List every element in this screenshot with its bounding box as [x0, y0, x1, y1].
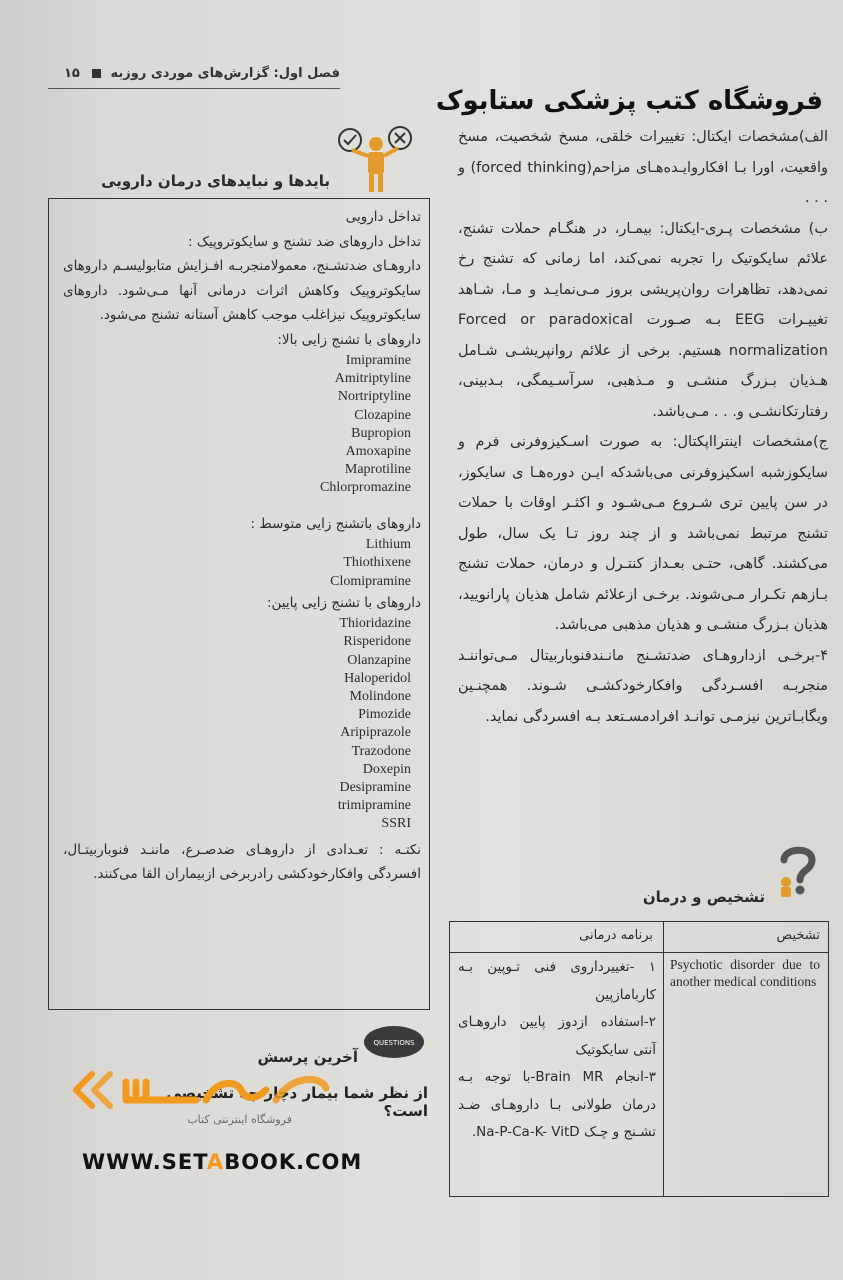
drug-name: Chlorpromazine: [320, 480, 411, 496]
drug-name: Amitriptyline: [334, 371, 411, 387]
url-prefix: WWW.SET: [82, 1150, 207, 1174]
diagnosis-table: [449, 921, 829, 1197]
running-header: [48, 62, 340, 88]
table-cell-plan: [458, 954, 656, 1147]
table-cell-diagnosis: Psychotic disorder due to another medical conditions: [670, 957, 820, 989]
drug-name: Risperidone: [343, 634, 411, 650]
plan-item-2: ۲-استفاده ازدوز پایین داروهـای آنتی سایکوتیک: [458, 1014, 656, 1058]
drug-name: Pimozide: [358, 707, 411, 723]
header-divider: [48, 88, 340, 89]
drug-name: Doxepin: [362, 761, 411, 777]
drug-box-note: نکتـه : تعـدادی از داروهـای ضدصـرع، ماننـد فنوباربیتـال، افسردگی وافکارخودکشی رادربرخی ازبیماران القا می‌کنند.: [63, 841, 421, 883]
drug-box-subheading: تداخل داروهای ضد تشنج و سایکوتروپیک :: [188, 233, 421, 250]
watermark-url: [82, 1150, 362, 1174]
page-number: ۱۵: [64, 66, 80, 81]
low-seizure-label: داروهای با تشنج زایی پایین:: [266, 594, 421, 611]
low-seizure-drug-list: [63, 615, 421, 833]
url-highlight: A: [206, 1150, 225, 1174]
drug-name: Clozapine: [354, 407, 411, 423]
questions-badge-text: QUESTIONS: [373, 1039, 415, 1047]
diagnosis-title: تشخیص و درمان: [642, 888, 765, 906]
table-header-plan: برنامه درمانی: [579, 928, 653, 943]
drug-box-content: [63, 205, 421, 887]
medium-seizure-label: داروهای باتشنج زایی متوسط :: [250, 515, 421, 532]
header-square-icon: [92, 69, 101, 78]
periictal-text-2: هستیم. برخی از علائم روانپریشـی شـامل هـذیان بـزرگ منشـی و مـذهبی، سرآسـیمگی، بـدبینی، رفتارتکانشـی و. . . مـی‌باشد.: [458, 342, 828, 420]
high-seizure-drug-list: [63, 352, 421, 498]
drug-name: Haloperidol: [344, 670, 411, 686]
drug-name: Clomipramine: [330, 573, 411, 589]
drug-name: Olanzapine: [347, 652, 411, 668]
chapter-title: فصل اول: گزارش‌های موردی روزبه: [110, 66, 340, 81]
drug-box-title: بایدها و نبایدهای درمان دارویی: [101, 172, 330, 190]
drug-name: Molindone: [349, 689, 411, 705]
drug-name: SSRI: [381, 816, 411, 832]
questions-badge-icon: [362, 1022, 426, 1062]
drug-name: Thioridazine: [339, 616, 411, 632]
medium-seizure-drug-list: [63, 536, 421, 591]
drug-name: trimipramine: [337, 798, 411, 814]
drug-interaction-box: [48, 198, 430, 1010]
periictal-text-1: ب) مشخصات پـری-ایکتال: بیمـار، در هنگـام حملات تشنج، علائم سایکوتیک را تجربه نمی‌کند، اما زمانی که تشنج رخ نمی‌دهد، تظاهرات روان‌پریشی بروز مـی‌نمایـد و مـا، شـاهد تغییـرات EEG بـه صـورت: [458, 220, 829, 328]
drug-name: Aripiprazole: [340, 725, 411, 741]
table-header-diagnosis: تشخیص: [776, 928, 820, 943]
plan-item-1: ۱ -تغییرداروی فنی تـوپین بـه کاربامازپین: [458, 959, 656, 1003]
drug-name: Maprotiline: [344, 462, 411, 478]
paragraph-ictal: الف)مشخصات ایکتال: تغییرات خلقی، مسخ شخصیت، مسخ واقعیت، اورا بـا افکاروایـده‌هـای مزاحم(forced thinking) و . . .: [458, 129, 828, 206]
drug-name: Bupropion: [351, 425, 411, 441]
watermark-store-title: فروشگاه کتب پزشکی ستابوک: [435, 86, 823, 116]
drug-box-heading: تداخل دارویی: [345, 209, 421, 225]
high-seizure-label: داروهای با تشنج زایی بالا:: [277, 331, 421, 348]
plan-item-3: ۳-انجام Brain MR-با توجه بـه درمان طولانی بـا داروهـای ضـد تشـنج و چـک Na-P-Ca-K- VitD.: [458, 1069, 656, 1140]
paragraph-interictal: ج)مشخصات اینترااپکتال: به صورت اسـکیزوفرنی فرم و سایکوزشبه اسکیزوفرنی می‌باشدکه ایـن دوره‌هـا ی سایکوز، در سن پایین تری شـروع مـی‌شـود و اکثـر اوقات با حملات تشنج مرتبط نمی‌باشد و از چند روز تـا یک سال، طول می‌کشند. گاهی، حتـی بعـداز کنتـرل و درمان، حملات تشنج بـازهم تکـرار مـی‌شوند. برخـی ازعلائم شامل هذیان پارانویید، هذیان بـزرگ منشـی و هذیان مذهبی می‌باشد.: [458, 434, 828, 633]
question-mark-icon: [770, 842, 826, 898]
dos-donts-person-icon: [336, 126, 414, 196]
drug-name: Thiothixene: [343, 555, 411, 571]
drug-name: Imipramine: [345, 353, 411, 368]
drug-name: Desipramine: [339, 780, 411, 796]
table-column-divider: [663, 922, 664, 1196]
last-question-title: آخرین پرسش: [257, 1048, 358, 1066]
drug-name: Trazodone: [351, 743, 411, 759]
url-suffix: BOOK.COM: [224, 1150, 363, 1174]
drug-name: Amoxapine: [345, 444, 411, 460]
right-column: [458, 122, 828, 732]
periictal-english-term: Forced or paradoxical normalization: [458, 312, 828, 359]
paragraph-four: ۴-برخـی ازداروهـای ضدتشـنج مانـندفنوباربیتال مـی‌تواننـد منجربـه افسـردگی وافکارخودکشـی شـوند. همچنـین ویگابـاترین نیزمـی توانـد افرادمسـتعد بـه افسردگی نماید.: [458, 647, 828, 725]
drug-name: Nortriptyline: [337, 389, 411, 405]
drug-name: Lithium: [365, 537, 411, 553]
logo-subtitle: فروشگاه اینترنتی کتاب: [187, 1113, 292, 1126]
drug-box-paragraph: داروهـای ضدتشـنج، معمولامنجربـه افـزایش متابولیسـم داروهای سایکوتروپیک وکاهش اثرات درمانی آنها مـی‌شود. داروهای سایکوتروپیک نیزاغلب موجب کاهش آستانه تشنج می‌شود.: [63, 258, 421, 323]
last-question-text: از نظر شما بیمار دچار چه تشخیصی است؟: [166, 1084, 428, 1120]
paragraph-periictal: [458, 214, 828, 428]
